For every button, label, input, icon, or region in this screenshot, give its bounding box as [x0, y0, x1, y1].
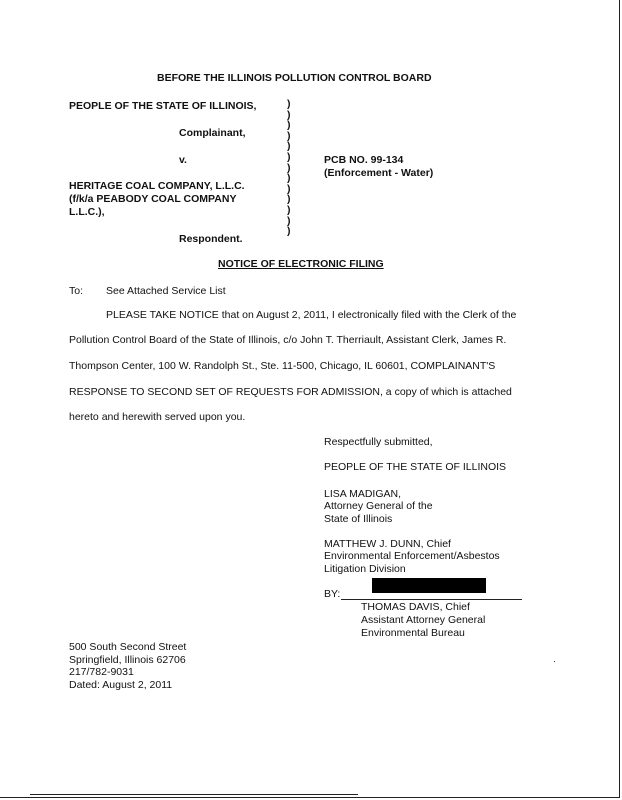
redaction-block — [372, 578, 486, 593]
caption-parentheses — [287, 99, 297, 237]
defendant-role: Respondent. — [179, 233, 243, 245]
paren: ) — [287, 182, 291, 195]
date-line: Dated: August 2, 2011 — [69, 679, 173, 691]
body-line-4: RESPONSE TO SECOND SET OF REQUESTS FOR ADMISSION, a copy of which is attached — [69, 386, 512, 398]
body-line-3: Thompson Center, 100 W. Randolph St., Ste. 11-500, Chicago, IL 60601, COMPLAINANT'S — [69, 360, 496, 372]
ag-title-2: State of Illinois — [324, 513, 393, 525]
case-number: PCB NO. 99-134 — [324, 154, 404, 166]
chief-name: MATTHEW J. DUNN, Chief — [324, 538, 451, 550]
paren: ) — [287, 150, 291, 163]
chief-title-2: Litigation Division — [324, 563, 406, 575]
paren: ) — [287, 161, 291, 174]
paren: ) — [287, 172, 291, 185]
to-label: To: — [69, 285, 84, 297]
signer-title-2: Environmental Bureau — [361, 627, 465, 639]
signer-name: THOMAS DAVIS, Chief — [361, 601, 470, 613]
ag-title-1: Attorney General of the — [324, 500, 433, 512]
ag-name: LISA MADIGAN, — [324, 488, 402, 500]
address-line-1: 500 South Second Street — [69, 641, 187, 653]
paren: ) — [287, 193, 291, 206]
paren: ) — [287, 108, 291, 121]
by-label: BY: — [324, 588, 341, 600]
paren: ) — [287, 203, 291, 216]
plaintiff-name: PEOPLE OF THE STATE OF ILLINOIS, — [69, 100, 257, 112]
chief-title-1: Environmental Enforcement/Asbestos — [324, 550, 500, 562]
notice-heading: NOTICE OF ELECTRONIC FILING — [218, 258, 384, 270]
address-line-3: 217/782-9031 — [69, 666, 134, 678]
defendant-line-2: (f/k/a PEABODY COAL COMPANY — [69, 193, 237, 205]
versus-label: v. — [179, 154, 187, 166]
plaintiff-role: Complainant, — [179, 127, 246, 139]
document-title: BEFORE THE ILLINOIS POLLUTION CONTROL BOARD — [157, 72, 432, 84]
body-line-5: hereto and herewith served upon you. — [69, 411, 246, 423]
scan-edge-line — [30, 794, 358, 795]
paren: ) — [287, 214, 291, 227]
scan-speck — [554, 661, 555, 662]
body-line-2: Pollution Control Board of the State of Illinois, c/o John T. Therriault, Assistant Clerk, James R. — [69, 334, 507, 346]
party-name: PEOPLE OF THE STATE OF ILLINOIS — [324, 461, 507, 473]
case-type: (Enforcement - Water) — [324, 167, 434, 179]
paren: ) — [287, 140, 291, 153]
paren: ) — [287, 98, 291, 110]
address-line-2: Springfield, Illinois 62706 — [69, 654, 186, 666]
paren: ) — [287, 119, 291, 132]
to-value: See Attached Service List — [106, 285, 226, 297]
body-line-1: PLEASE TAKE NOTICE that on August 2, 2011, I electronically filed with the Clerk of the — [106, 309, 517, 321]
defendant-line-3: L.L.C.), — [69, 206, 105, 218]
defendant-line-1: HERITAGE COAL COMPANY, L.L.C. — [69, 180, 245, 192]
closing: Respectfully submitted, — [324, 436, 433, 448]
paren: ) — [287, 225, 291, 238]
signer-title-1: Assistant Attorney General — [361, 614, 486, 626]
signature-line — [341, 599, 522, 600]
paren: ) — [287, 129, 291, 142]
